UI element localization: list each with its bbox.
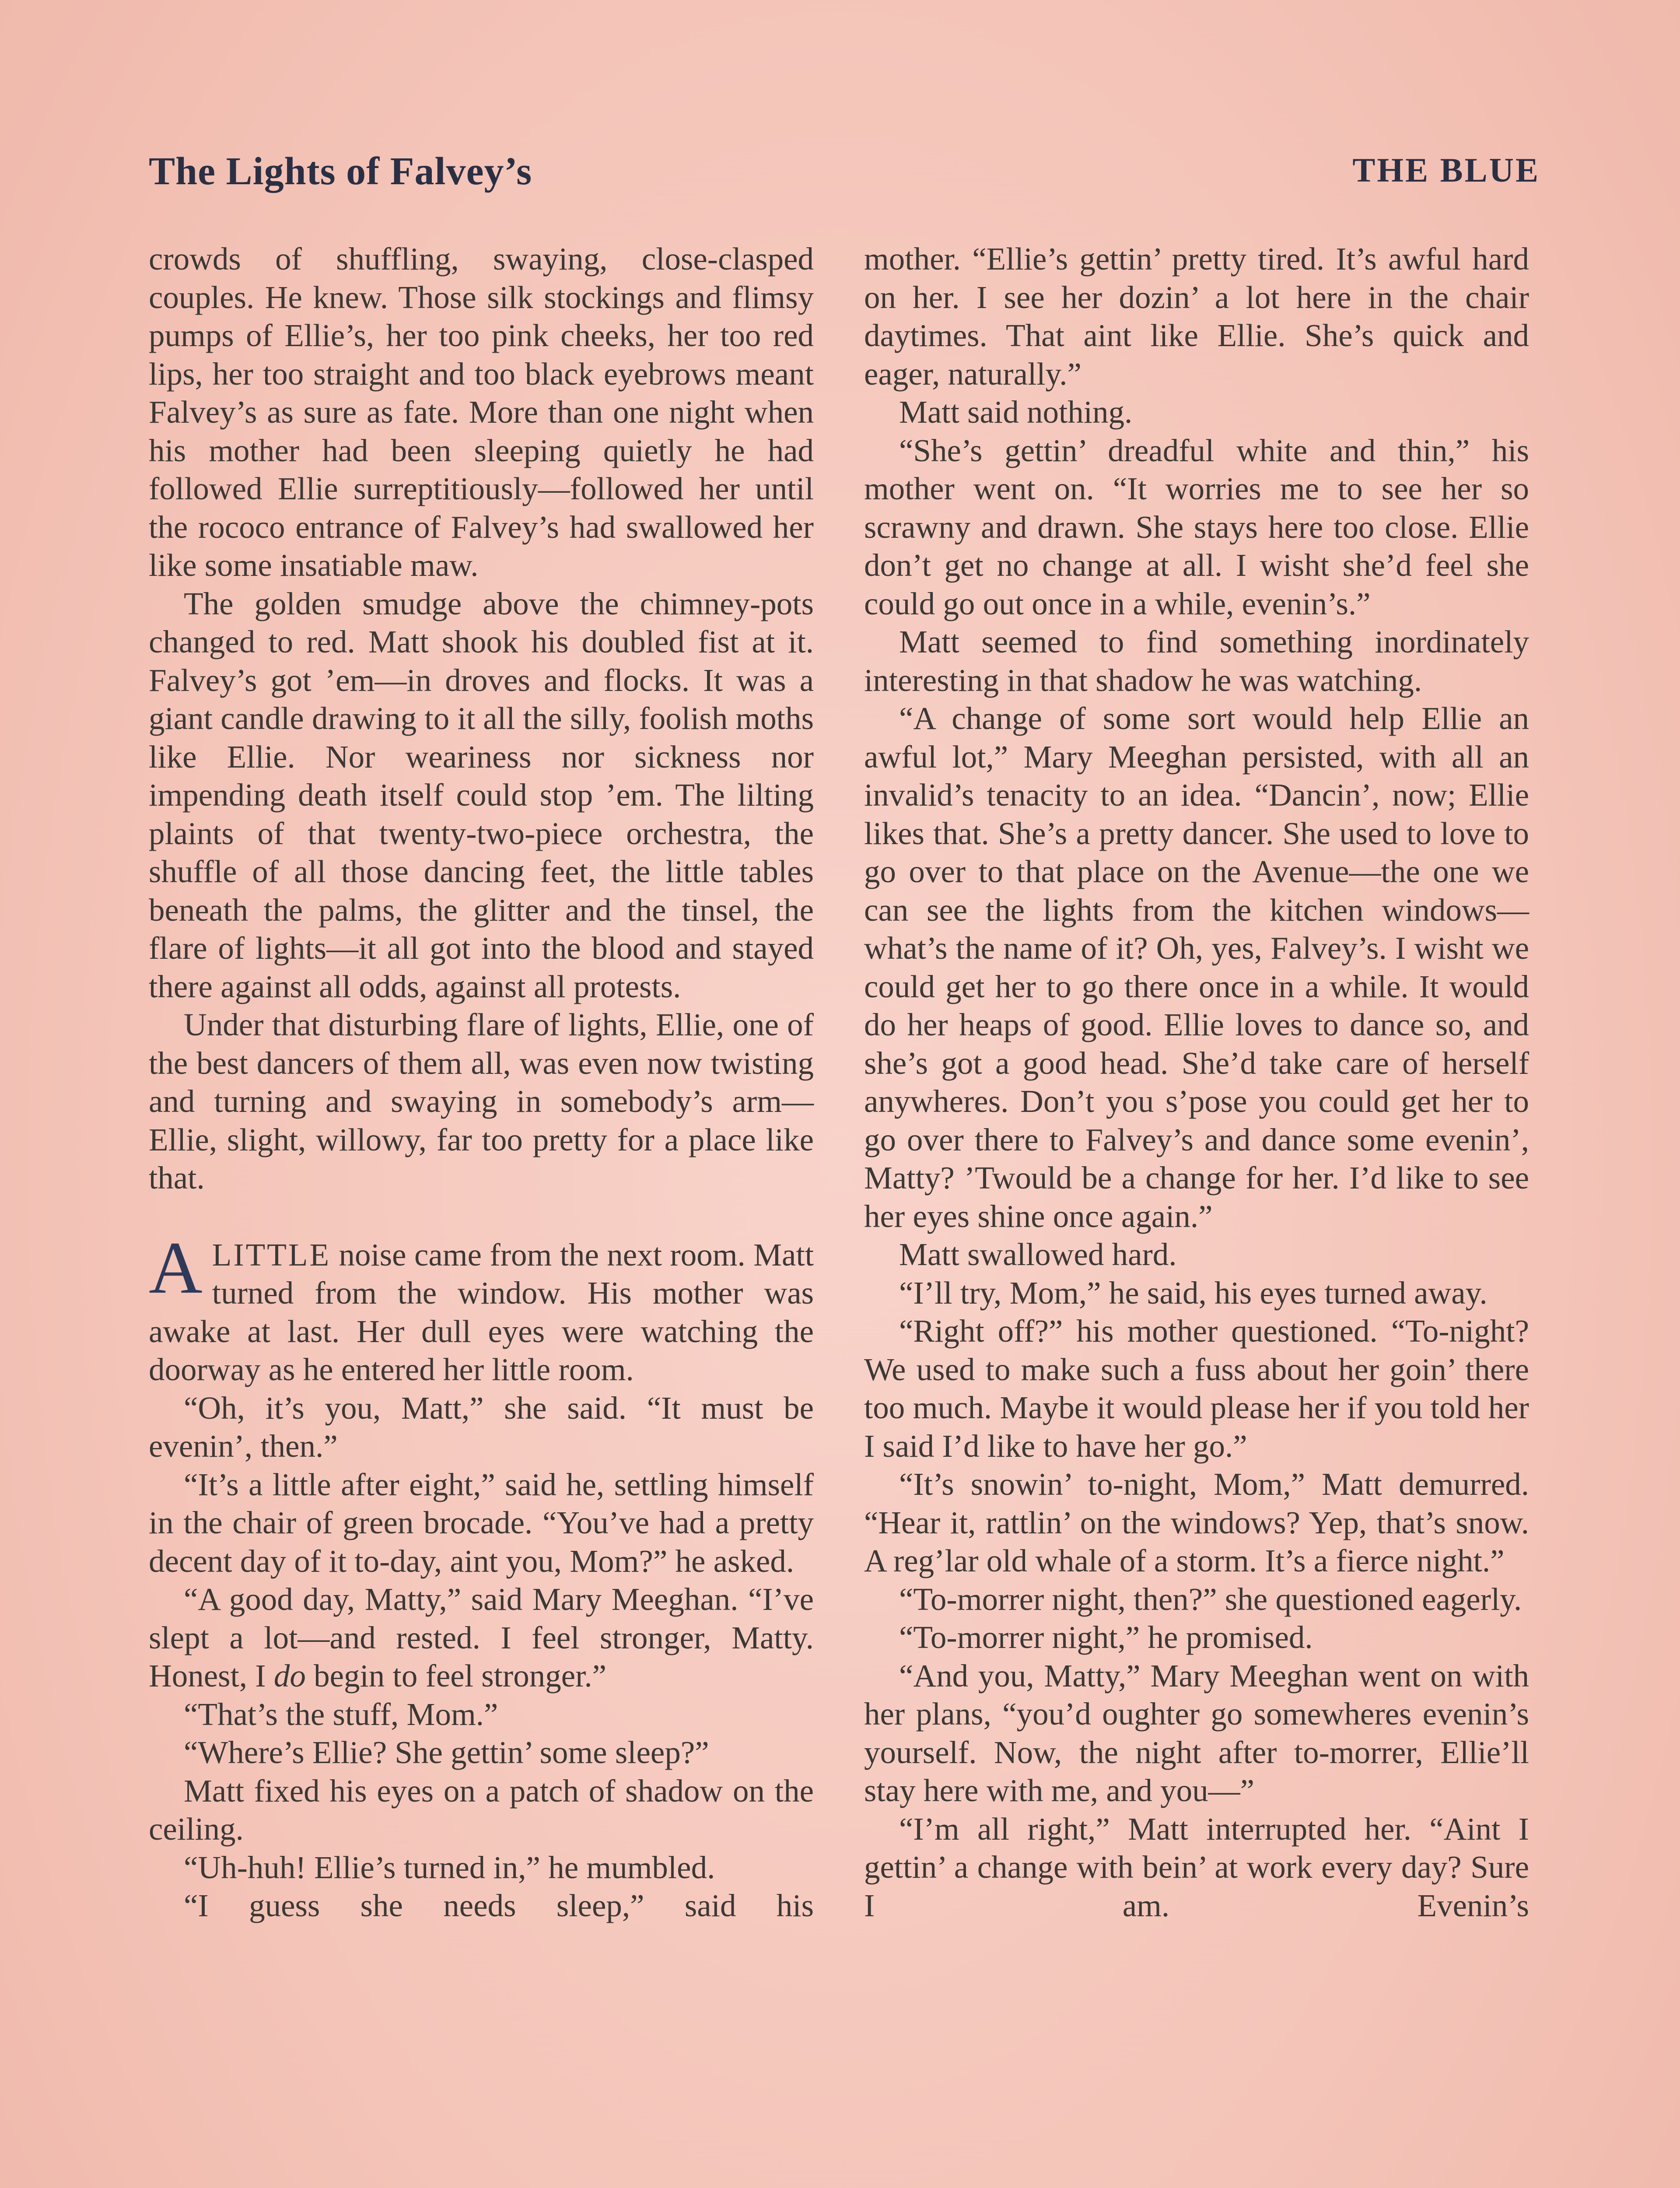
paragraph: “It’s snowin’ to-night, Mom,” Matt demurred. “Hear it, rattlin’ on the windows? Yep, that’s snow. A reg’lar old whale of a storm. It’s a fierce night.”	[864, 1466, 1529, 1578]
drop-cap: A	[149, 1226, 203, 1309]
paragraph: “Uh-huh! Ellie’s turned in,” he mumbled.	[184, 1849, 715, 1885]
small-caps-word: LITTLE	[212, 1237, 331, 1273]
paragraph: “I guess she needs sleep,” said his	[184, 1888, 814, 1923]
paragraph: “To-morrer night,” he promised.	[899, 1620, 1313, 1655]
paragraph: Under that disturbing flare of lights, Ellie, one of the best dancers of them all, was even now twisting and turning and swaying in somebody’s arm—Ellie, slight, willowy, far too pretty for a place like that.	[149, 1007, 814, 1196]
paragraph: Matt swallowed hard.	[899, 1237, 1177, 1272]
story-title: The Lights of Falvey’s	[149, 150, 532, 193]
paragraph: “A change of some sort would help Ellie an awful lot,” Mary Meeghan persisted, with all an invalid’s tenacity to an idea. “Dancin’, now; Ellie likes that. She’s a pretty dancer. She used to love to go over to that place on the Avenue—the one we can see the lights from the kitchen windows—what’s the name of it? Oh, yes, Falvey’s. I wisht we could get her to go there once in a while. It would do her heaps of good. Ellie loves to dance so, and she’s got a good head. She’d take care of herself anywheres. Don’t you s’pose you could get her to go over there to Falvey’s and dance some evenin’, Matty? ’Twould be a change for her. I’d like to see her eyes shine once again.”	[864, 701, 1529, 1234]
paragraph	[149, 1580, 814, 1695]
paragraph: “Where’s Ellie? She gettin’ some sleep?”	[184, 1735, 709, 1770]
paragraph: The golden smudge above the chimney-pots changed to red. Matt shook his doubled fist at it. Falvey’s got ’em—in droves and flocks. It was a giant candle drawing to it all the silly, foolish moths like Ellie. Nor weariness nor sickness nor impending death itself could stop ’em. The lilting plaints of that twenty-two-piece orchestra, the shuffle of all those dancing feet, the little tables beneath the palms, the glitter and the tinsel, the flare of lights—it all got into the blood and stayed there against all odds, against all protests.	[149, 586, 814, 1004]
paragraph: “She’s gettin’ dreadful white and thin,” his mother went on. “It worries me to see her so scrawny and drawn. She stays here too close. Ellie don’t get no change at all. I wisht she’d feel she could go out once in a while, evenin’s.”	[864, 432, 1529, 621]
paragraph: “I’ll try, Mom,” he said, his eyes turned away.	[899, 1275, 1488, 1311]
paragraph: “Oh, it’s you, Matt,” she said. “It must be evenin’, then.”	[149, 1390, 814, 1464]
paragraph: Matt seemed to find something inordinately interesting in that shadow he was watching.	[864, 624, 1529, 698]
left-column	[149, 240, 814, 1925]
paragraph: “Right off?” his mother questioned. “To-night? We used to make such a fuss about her goin’ there too much. Maybe it would please her if you told her I said I’d like to have her go.”	[864, 1313, 1529, 1464]
paragraph: “And you, Matty,” Mary Meeghan went on with her plans, “you’d oughter go somewheres evenin’s yourself. Now, the night after to-morrer, Ellie’ll stay here with me, and you—”	[864, 1658, 1529, 1808]
italic-emphasis: do	[273, 1658, 306, 1694]
paragraph-text: begin to feel stronger.”	[314, 1658, 607, 1694]
paragraph-text: “A good day, Matty,” said Mary Meeghan. “I’ve slept a lot—and rested. I feel stronger, Matty. Honest, I	[149, 1581, 814, 1694]
right-column	[864, 240, 1529, 1925]
paragraph: Matt said nothing.	[899, 394, 1133, 430]
paragraph: mother. “Ellie’s gettin’ pretty tired. It’s awful hard on her. I see her dozin’ a lot here in the chair daytimes. That aint like Ellie. She’s quick and eager, naturally.”	[864, 241, 1529, 392]
paragraph: “I’m all right,” Matt interrupted her. “Aint I gettin’ a change with bein’ at work every day? Sure I am. Evenin’s	[864, 1811, 1529, 1923]
magazine-name: THE BLUE	[1352, 151, 1540, 189]
paragraph-text: noise came from the next room. Matt turned from the window. His mother was awake at last. Her dull eyes were watching the doorway as he entered her little room.	[149, 1237, 814, 1387]
paragraph: Matt fixed his eyes on a patch of shadow on the ceiling.	[149, 1773, 814, 1847]
paragraph: “To-morrer night, then?” she questioned eagerly.	[899, 1581, 1522, 1617]
paragraph: crowds of shuffling, swaying, close-clasped couples. He knew. Those silk stockings and flimsy pumps of Ellie’s, her too pink cheeks, her too red lips, her too straight and too black eyebrows meant Falvey’s as sure as fate. More than one night when his mother had been sleeping quietly he had followed Ellie surreptitiously—followed her until the rococo entrance of Falvey’s had swallowed her like some insatiable maw.	[149, 241, 814, 583]
section-opening-paragraph	[149, 1226, 814, 1389]
paragraph: “That’s the stuff, Mom.”	[184, 1696, 498, 1732]
paragraph: “It’s a little after eight,” said he, settling himself in the chair of green brocade. “You’ve had a pretty decent day of it to-day, aint you, Mom?” he asked.	[149, 1466, 814, 1579]
